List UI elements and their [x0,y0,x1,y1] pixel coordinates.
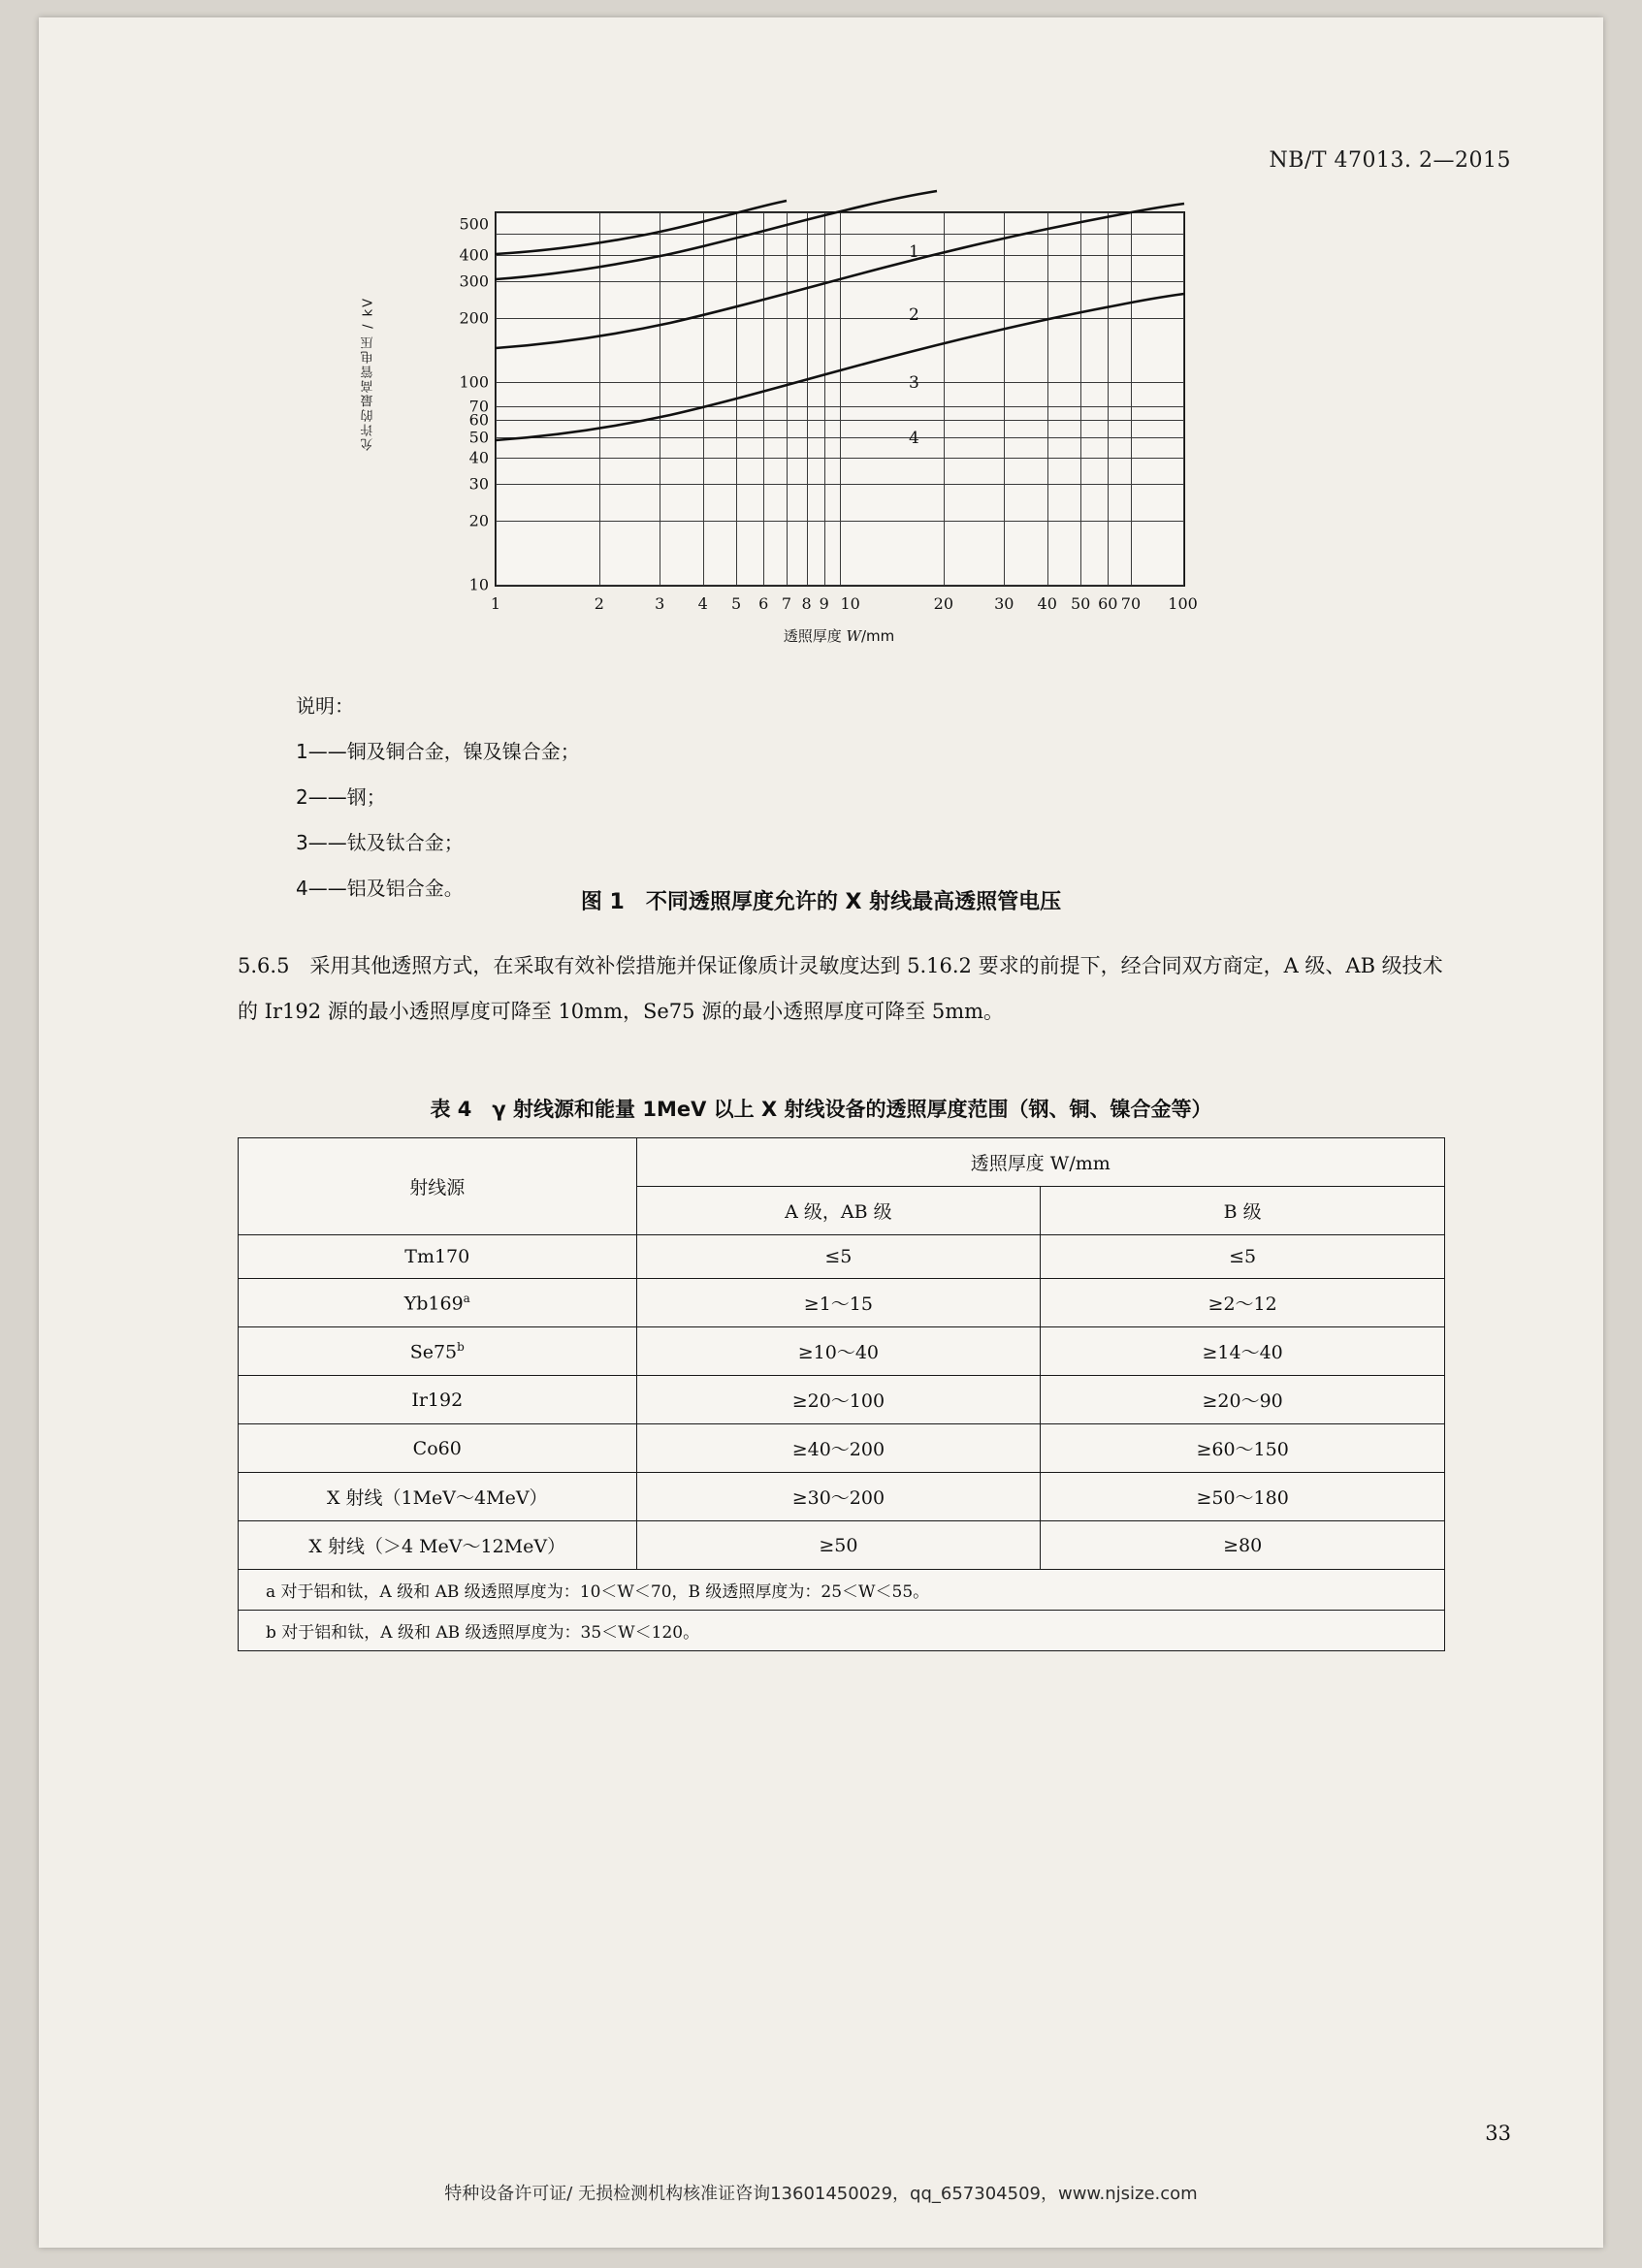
legend-heading: 说明： [296,694,354,718]
chart-annotation-4: 4 [909,429,919,449]
table-row [239,1376,1445,1424]
chart-curves [496,212,1184,586]
legend-item-2: 2——钢； [296,785,386,809]
document-page [39,17,1603,2248]
chart-y-axis-label: 允许的最高管电压 / kV [361,296,376,451]
cell-grade-b: ≥80 [1041,1521,1445,1570]
cell-source: Ir192 [239,1376,637,1424]
chart-annotation-2: 2 [909,305,919,326]
cell-grade-b: ≥20～90 [1041,1376,1445,1424]
table-row [239,1235,1445,1279]
legend-item-3: 3——钛及钛合金； [296,831,464,854]
figure-caption: 图 1 不同透照厚度允许的 X 射线最高透照管电压 [580,890,1062,914]
table-4 [238,1137,1445,1651]
cell-source: X 射线（1MeV～4MeV） [239,1473,637,1521]
page-header-standard-code: NB/T 47013. 2—2015 [1269,148,1511,173]
legend-item-1: 1——铜及铜合金，镍及镍合金； [296,740,580,763]
table-row [239,1279,1445,1327]
table-header-thickness-group: 透照厚度 W/mm [636,1138,1444,1187]
table-row [239,1521,1445,1570]
cell-grade-b: ≥50～180 [1041,1473,1445,1521]
table-4-caption: 表 4 γ 射线源和能量 1MeV 以上 X 射线设备的透照厚度范围（钢、铜、镍合金等） [430,1098,1212,1121]
cell-source: Tm170 [239,1235,637,1279]
cell-grade-b: ≥14～40 [1041,1327,1445,1376]
cell-grade-a-ab: ≥10～40 [636,1327,1041,1376]
legend-item-4: 4——铝及铝合金。 [296,877,464,900]
table-header-row-1 [239,1138,1445,1187]
cell-grade-a-ab: ≥30～200 [636,1473,1041,1521]
chart-annotation-1: 1 [909,241,919,262]
page-number: 33 [1485,2122,1511,2145]
table-row [239,1327,1445,1376]
chart-x-axis-label: 透照厚度 W/mm [783,627,895,645]
cell-grade-a-ab: ≥40～200 [636,1424,1041,1473]
cell-grade-b: ≥2～12 [1041,1279,1445,1327]
cell-source: Se75$^b$ [239,1327,637,1376]
chart-annotation-3: 3 [909,372,919,393]
cell-grade-b: ≤5 [1041,1235,1445,1279]
table-header-source: 射线源 [239,1138,637,1235]
table-note-a: a 对于铝和钛，A 级和 AB 级透照厚度为：10＜W＜70，B 级透照厚度为：25＜W＜55。 [239,1570,1445,1611]
table-row [239,1424,1445,1473]
table-note-row [239,1611,1445,1651]
table-note-row [239,1570,1445,1611]
table-note-b: b 对于铝和钛，A 级和 AB 级透照厚度为：35＜W＜120。 [239,1611,1445,1651]
cell-source: Yb169$^a$ [239,1279,637,1327]
cell-grade-a-ab: ≥1～15 [636,1279,1041,1327]
chart-plot-area: 10 20 30 40 50 60 70 100 200 300 400 500 1 2 3 4 5 6 7 8 9 10 20 30 40 50 60 70 100 1 2 3 4 [495,211,1185,587]
table-row [239,1473,1445,1521]
figure-1 [361,187,1261,672]
footer-watermark: 特种设备许可证/ 无损检测机构核准证咨询13601450029，qq_657304509，www.njsize.com [444,2184,1198,2204]
cell-grade-a-ab: ≤5 [636,1235,1041,1279]
table-header-grade-a-ab: A 级，AB 级 [636,1187,1041,1235]
clause-5-6-5-paragraph: 5.6.5 采用其他透照方式，在采取有效补偿措施并保证像质计灵敏度达到 5.16.2 要求的前提下，经合同双方商定，A 级、AB 级技术的 Ir192 源的最小透照厚度可降至 10mm，Se75 源的最小透照厚度可降至 5mm。 [238,954,1443,1023]
cell-grade-a-ab: ≥50 [636,1521,1041,1570]
cell-grade-b: ≥60～150 [1041,1424,1445,1473]
cell-source: Co60 [239,1424,637,1473]
table-header-grade-b: B 级 [1041,1187,1445,1235]
cell-grade-a-ab: ≥20～100 [636,1376,1041,1424]
cell-source: X 射线（＞4 MeV～12MeV） [239,1521,637,1570]
